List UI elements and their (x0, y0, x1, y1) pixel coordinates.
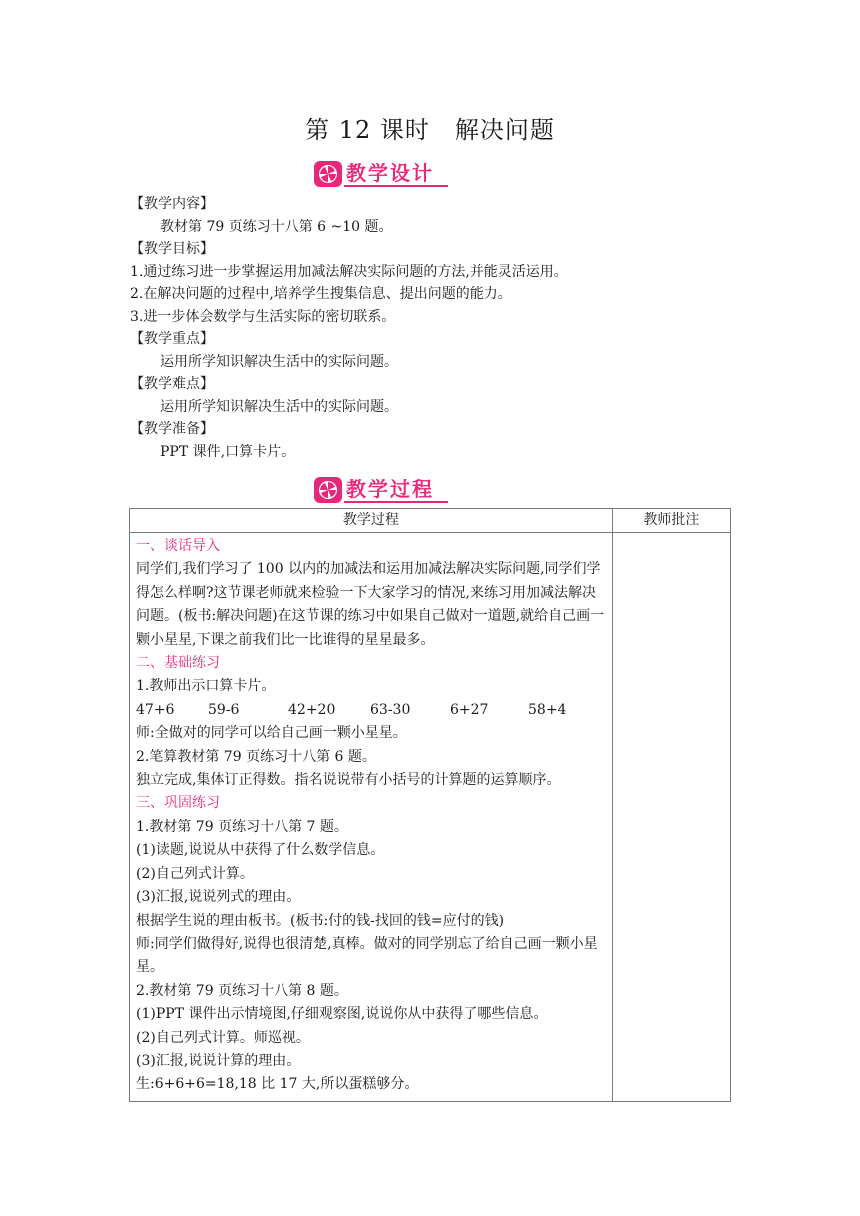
text-line: 2.教材第 79 页练习十八第 8 题。 (136, 982, 348, 999)
pinwheel-logo-icon (314, 161, 342, 187)
calc-item: 6+27 (450, 701, 489, 718)
text-line: (1)PPT 课件出示情境图,仔细观察图,说说你从中获得了哪些信息。 (136, 1006, 548, 1023)
content-label: 【教学内容】 (130, 196, 214, 212)
key-label: 【教学重点】 (130, 331, 214, 347)
page-title: 第 12 课时 解决问题 (305, 116, 555, 144)
paragraph: 同学们,我们学习了 100 以内的加减法和运用加减法解决实际问题,同学们学得怎么样啊?这节课老师就来检验一下大家学习的情况,来练习用加减法解决问题。(板书:解决问题)在这节课的练习中如果自己做对一道题,就给自己画一颗小星星,下课之前我们比一比谁得的星星最多。 (136, 561, 605, 648)
text-line: 2.笔算教材第 79 页练习十八第 6 题。 (136, 748, 376, 765)
calc-item: 47+6 (136, 701, 175, 718)
paragraph: 师:同学们做得好,说得也很清楚,真棒。做对的同学别忘了给自己画一颗小星星。 (136, 935, 598, 976)
section-heading: 二、基础练习 (136, 655, 220, 672)
text-line: 根据学生说的理由板书。(板书:付的钱-找回的钱=应付的钱) (136, 912, 505, 929)
calc-item: 63-30 (370, 701, 411, 718)
text-line: (2)自己列式计算。 (136, 865, 254, 882)
goal-item: 1.通过练习进一步掌握运用加减法解决实际问题的方法,并能灵活运用。 (130, 263, 568, 280)
banner-underline (344, 185, 448, 187)
section-banner-process (314, 476, 448, 504)
key-text: 运用所学知识解决生活中的实际问题。 (160, 353, 398, 370)
pinwheel-logo-icon (314, 477, 342, 503)
calc-item: 59-6 (208, 701, 240, 718)
mental-math-row (136, 699, 606, 722)
teaching-design-section (130, 193, 750, 463)
text-line: 独立完成,集体订正得数。指名说说带有小括号的计算题的运算顺序。 (136, 772, 561, 789)
table-header-row (130, 509, 731, 533)
text-line: 1.教材第 79 页练习十八第 7 题。 (136, 818, 348, 835)
goals-label: 【教学目标】 (130, 241, 214, 257)
banner-label: 教学过程 (346, 477, 434, 501)
table-row (130, 533, 731, 1102)
difficult-text: 运用所学知识解决生活中的实际问题。 (160, 398, 398, 415)
calc-item: 42+20 (288, 701, 336, 718)
section-heading: 一、谈话导入 (136, 538, 220, 554)
column-header-notes: 教师批注 (612, 509, 730, 533)
banner-label: 教学设计 (346, 161, 434, 185)
text-line: 1.教师出示口算卡片。 (136, 678, 276, 695)
calc-item: 58+4 (528, 701, 567, 718)
text-line: (2)自己列式计算。师巡视。 (136, 1029, 310, 1046)
section-heading: 三、巩固练习 (136, 795, 220, 812)
text-line: (3)汇报,说说列式的理由。 (136, 889, 301, 906)
text-line: 师:全做对的同学可以给自己画一颗小星星。 (136, 725, 407, 742)
teaching-process-table (129, 508, 731, 1102)
difficult-label: 【教学难点】 (130, 376, 214, 392)
goal-item: 2.在解决问题的过程中,培养学生搜集信息、提出问题的能力。 (130, 286, 512, 302)
text-line: 生:6+6+6=18,18 比 17 大,所以蛋糕够分。 (136, 1076, 419, 1093)
prep-label: 【教学准备】 (130, 421, 214, 437)
column-header-process: 教学过程 (130, 509, 613, 533)
process-cell (130, 533, 613, 1102)
goal-item: 3.进一步体会数学与生活实际的密切联系。 (130, 308, 396, 325)
prep-text: PPT 课件,口算卡片。 (160, 443, 296, 460)
text-line: (1)读题,说说从中获得了什么数学信息。 (136, 842, 385, 859)
content-text: 教材第 79 页练习十八第 6 ~10 题。 (160, 218, 393, 235)
text-line: (3)汇报,说说计算的理由。 (136, 1052, 301, 1069)
teacher-notes-cell (612, 533, 730, 1102)
section-banner-design (314, 160, 448, 188)
banner-underline (344, 501, 448, 503)
